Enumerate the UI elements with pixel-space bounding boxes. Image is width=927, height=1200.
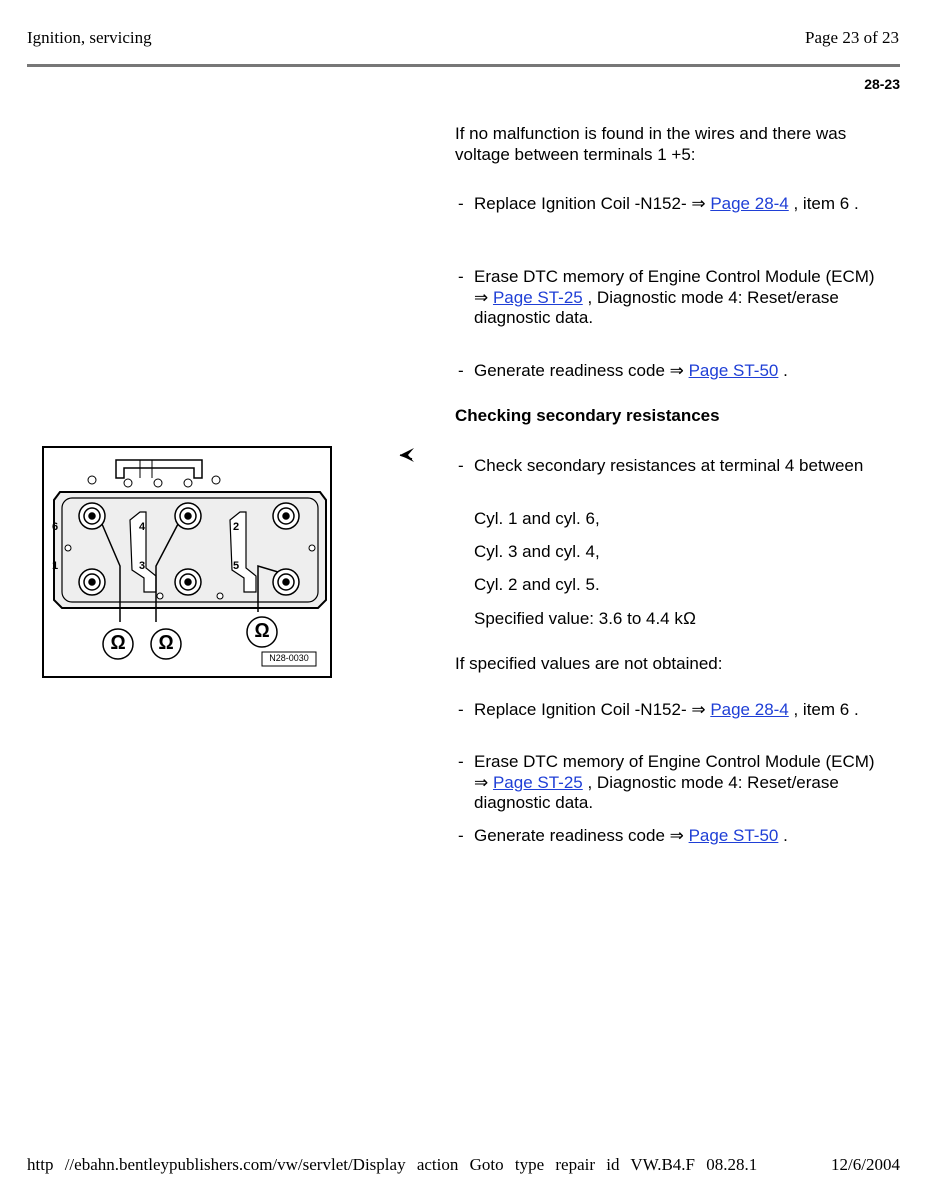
cylinder-pair: Cyl. 3 and cyl. 4, (474, 542, 600, 561)
list-dash: - (458, 700, 464, 719)
step-text: Check secondary resistances at terminal 4 between (474, 456, 864, 475)
step-replace-coil-2 (458, 700, 878, 721)
specified-value: Specified value: 3.6 to 4.4 kΩ (474, 609, 696, 628)
ignition-coil-figure (42, 446, 332, 678)
terminal-label-2: 2 (233, 521, 240, 533)
link-page-st-25[interactable]: Page ST-25 (492, 772, 583, 792)
terminal-label-1: 1 (52, 560, 59, 572)
link-page-28-4[interactable]: Page 28-4 (710, 700, 789, 719)
step-erase-dtc-1 (458, 267, 878, 329)
if-not-obtained: If specified values are not obtained: (455, 654, 723, 673)
terminal-label-5: 5 (233, 560, 240, 572)
cylinder-pair: Cyl. 2 and cyl. 5. (474, 575, 600, 594)
ohmmeter-icon: Ω (254, 620, 270, 642)
cylinder-pair: Cyl. 1 and cyl. 6, (474, 509, 600, 528)
page-indicator: Page 23 of 23 (805, 28, 899, 47)
terminal-label-4: 4 (139, 521, 146, 533)
step-text: Erase DTC memory of Engine Control Module (ECM) ⇒ Page ST-25 , Diagnostic mode 4: Reset/erase diagnostic data. (474, 752, 875, 812)
step-readiness-1 (458, 361, 878, 382)
list-dash: - (458, 456, 464, 475)
header-title: Ignition, servicing (27, 28, 152, 47)
step-text: Generate readiness code ⇒ Page ST-50 . (474, 826, 788, 845)
figure-pointer-icon (398, 446, 416, 464)
list-dash: - (458, 361, 464, 380)
link-page-st-50[interactable]: Page ST-50 (688, 361, 779, 380)
terminal-label-6: 6 (52, 521, 59, 533)
list-dash: - (458, 826, 464, 845)
step-text: Generate readiness code ⇒ Page ST-50 . (474, 361, 788, 380)
header-divider (27, 64, 900, 67)
terminal-label-3: 3 (139, 560, 146, 572)
footer-date: 12/6/2004 (831, 1155, 900, 1174)
step-erase-dtc-2 (458, 752, 878, 814)
intro-paragraph: If no malfunction is found in the wires and there was voltage between terminals 1 +5: (455, 124, 847, 164)
step-readiness-2 (458, 826, 878, 847)
link-page-28-4[interactable]: Page 28-4 (710, 194, 789, 213)
list-dash: - (458, 267, 464, 286)
step-check-resistance (458, 456, 878, 477)
figure-code: N28-0030 (269, 653, 309, 663)
footer-url: http //ebahn.bentleypublishers.com/vw/servlet/Display action Goto type repair id VW.B4.F 08.28.1 (27, 1155, 758, 1174)
link-page-st-50[interactable]: Page ST-50 (688, 826, 779, 845)
ohmmeter-icon: Ω (110, 632, 126, 654)
ohmmeter-icon: Ω (158, 632, 174, 654)
section-code: 28-23 (864, 76, 900, 92)
list-dash: - (458, 194, 464, 213)
step-text: Erase DTC memory of Engine Control Module (ECM) ⇒ Page ST-25 , Diagnostic mode 4: Reset/erase diagnostic data. (474, 267, 875, 327)
section-heading: Checking secondary resistances (455, 406, 720, 425)
step-text: Replace Ignition Coil -N152- ⇒ Page 28-4 , item 6 . (474, 194, 859, 213)
step-text: Replace Ignition Coil -N152- ⇒ Page 28-4 , item 6 . (474, 700, 859, 719)
link-page-st-25[interactable]: Page ST-25 (492, 287, 583, 307)
list-dash: - (458, 752, 464, 771)
step-replace-coil-1 (458, 194, 878, 215)
